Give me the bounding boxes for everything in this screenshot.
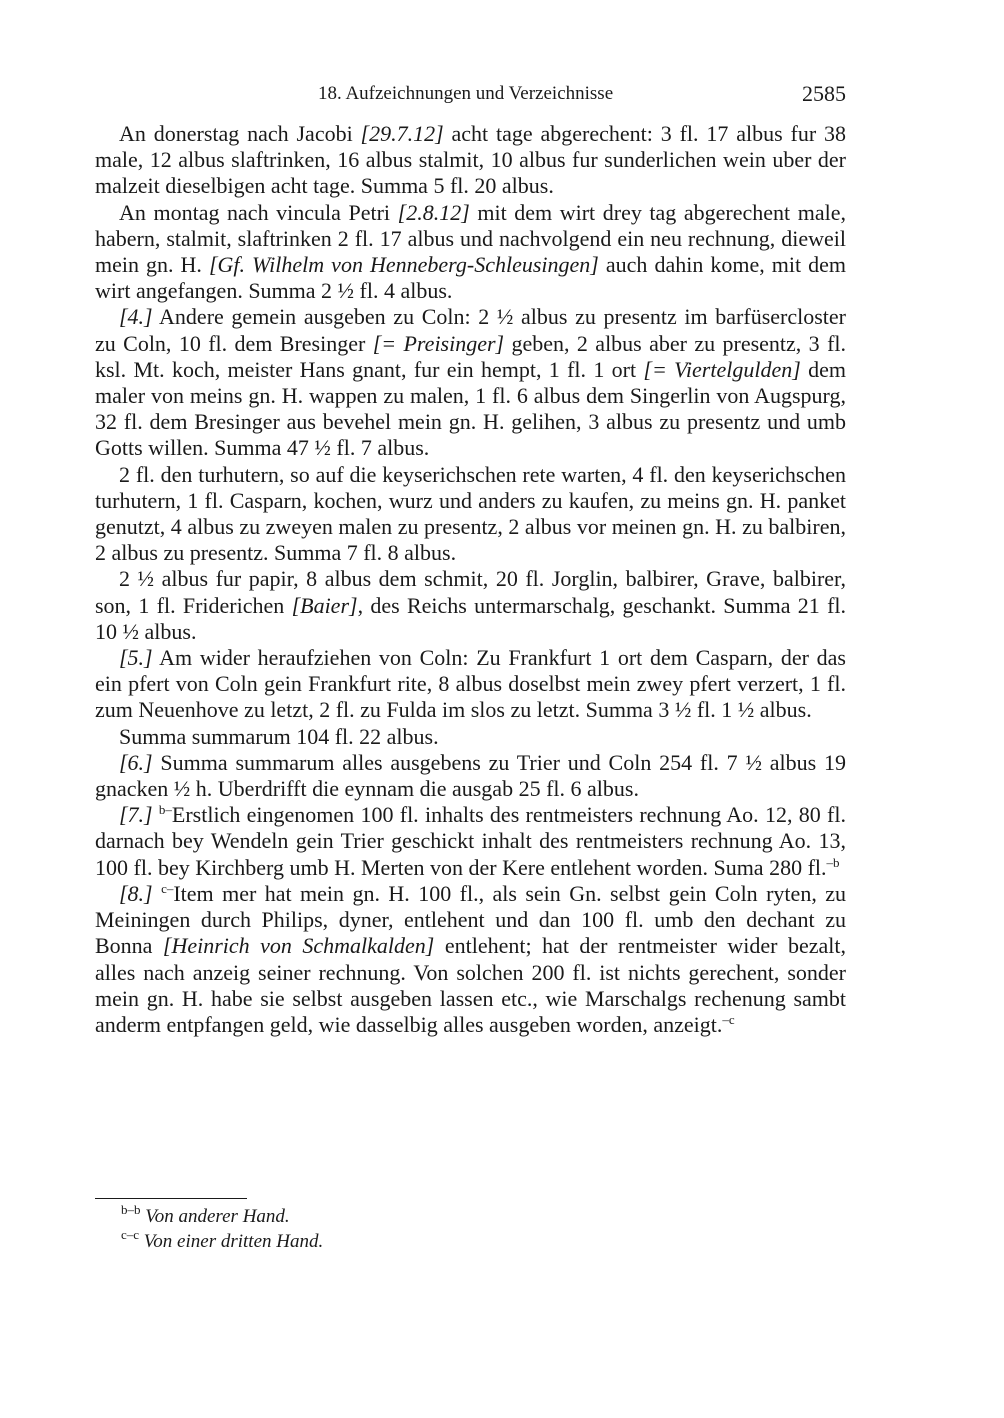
paragraph [95, 121, 846, 200]
footnote-text: Von anderer Hand. [145, 1206, 290, 1227]
paragraph [95, 802, 846, 881]
paragraph [95, 566, 846, 645]
text-run: dem maler von meins gn. H. wappen zu malen, 1 fl. 6 albus dem Singerlin von Augspurg, 32 fl. dem Bresinger aus bevehel mein gn. H. gelihen, 3 albus zu presentz und umb Gotts willen. Summa 47 ½ fl. 7 albus. [95, 356, 846, 461]
paragraph [95, 750, 846, 802]
paragraph [95, 200, 846, 305]
editorial-note: [8.] [119, 880, 153, 906]
editorial-note: [Heinrich von Schmalkalden] [162, 933, 435, 959]
editorial-note: [= Preisinger] [372, 330, 505, 356]
text-run: Summa summarum alles ausgebens zu Trier und Coln 254 fl. 7 ½ albus 19 gnacken ½ h. Uberdrifft die eynnam die ausgab 25 fl. 6 albus. [95, 749, 846, 802]
text-run: An donerstag nach Jacobi [119, 121, 361, 146]
editorial-note: [5.] [119, 645, 153, 671]
editorial-note: [Baier] [291, 592, 358, 618]
text-run: An montag nach vincula Petri [119, 199, 398, 225]
text-run: 2 ½ albus fur papir, 8 albus dem schmit, 20 fl. Jorglin, balbirer, Grave, balbirer, son, 1 fl. Friderichen [95, 566, 846, 618]
footnote-mark: b–b [121, 1202, 141, 1217]
footnote-text: Von einer dritten Hand. [143, 1231, 324, 1252]
text-run: Am wider heraufziehen von Coln: Zu Frankfurt 1 ort dem Casparn, der das ein pfert von Coln gein Frankfurt rite, 8 albus doselbst mein zwey pfert verzert, 1 fl. zum Neuenhove zu letzt, 2 fl. zu Fulda im slos zu letzt. Summa 3 ½ fl. 1 ½ albus. [95, 645, 846, 723]
text-run: Andere gemein ausgeben zu Coln: 2 ½ albus zu presentz im barfüsercloster zu Coln, 10 fl. dem Bresinger [95, 304, 846, 356]
chapter-title: 18. Aufzeichnungen und Verzeichnisse [318, 83, 614, 104]
footnotes [121, 1204, 323, 1254]
editorial-note: [4.] [119, 304, 153, 330]
editorial-note: [2.8.12] [397, 199, 470, 225]
text-run: Erstlich eingenomen 100 fl. inhalts des rentmeisters rechnung Ao. 12, 80 fl. darnach bey Wendeln gein Trier geschickt inhalt des rentmeisters rechnung Ao. 13, 100 fl. bey Kirchberg umb H. Merten von der Kere entlehent worden. Suma 280 fl. [95, 802, 846, 880]
footnote [121, 1204, 323, 1229]
paragraph [95, 881, 846, 1038]
footnote-mark: c–c [121, 1227, 140, 1242]
editorial-note: [Gf. Wilhelm von Henneberg-Schleusingen] [208, 252, 599, 278]
footnote-marker: –b [826, 854, 840, 870]
paragraph [95, 724, 846, 750]
footnote-marker: c– [161, 880, 174, 896]
main-text [95, 121, 846, 1038]
text-run: geben, 2 albus aber zu presentz, 3 fl. ksl. Mt. koch, meister Hans gnant, fur ein hempt, 1 fl. 1 ort [95, 330, 847, 382]
footnote-marker: –c [722, 1011, 735, 1027]
text-run: Item mer hat mein gn. H. 100 fl., als sein Gn. selbst gein Coln ryten, zu Meiningen durch Philips, dyner, entlehent und dan 100 fl. umb den dechant zu Bonna [95, 880, 847, 959]
paragraph [95, 462, 846, 567]
paragraph [95, 304, 846, 461]
editorial-note: [29.7.12] [360, 121, 444, 146]
editorial-note: [= Viertelgulden] [643, 356, 801, 382]
text-run: mit dem wirt drey tag abgerechent male, habern, stalmit, slaftrinken 2 fl. 17 albus und nachvolgend ein neu rechnung, dieweil mein gn. H. [95, 199, 846, 278]
text-run: acht tage abgerechent: 3 fl. 17 albus fur 38 male, 12 albus slaftrinken, 16 albus stalmit, 10 albus fur sunderlichen wein uber der malzeit dieselbigen acht tage. Summa 5 fl. 20 albus. [95, 121, 846, 199]
text-run: entlehent; hat der rentmeister wider bezalt, alles nach anzeig seiner rechnung. Von solchen 200 fl. ist nichts gerechent, sonder mein gn. H. habe sie selbst ausgeben lassen etc., wie Marschalgs rechenung sambt anderm entpfangen geld, wie dasselbig alles ausgeben worden, anzeigt. [95, 933, 846, 1037]
paragraph [95, 645, 846, 724]
text-run [153, 881, 161, 906]
editorial-note: [6.] [119, 749, 153, 775]
text-run: Summa summarum 104 fl. 22 albus. [119, 723, 439, 749]
footnote [121, 1229, 323, 1254]
text-run: , des Reichs untermarschalg, geschankt. Summa 21 fl. 10 ½ albus. [95, 592, 847, 644]
text-run: auch dahin kome, mit dem wirt angefangen. Summa 2 ½ fl. 4 albus. [95, 252, 846, 304]
footnote-rule [95, 1198, 247, 1199]
page-number: 2585 [802, 81, 846, 106]
text-run: 2 fl. den turhutern, so auf die keyserichschen rete warten, 4 fl. den keyserichschen turhutern, 1 fl. Casparn, kochen, wurz und anders zu kaufen, zu meins gn. H. panket genutzt, 4 albus zu zweyen malen zu presentz, 2 albus vor meinen gn. H. zu balbiren, 2 albus zu presentz. Summa 7 fl. 8 albus. [95, 461, 846, 566]
running-head [95, 81, 846, 109]
editorial-note: [7.] [119, 802, 153, 828]
footnote-marker: b– [158, 802, 172, 818]
